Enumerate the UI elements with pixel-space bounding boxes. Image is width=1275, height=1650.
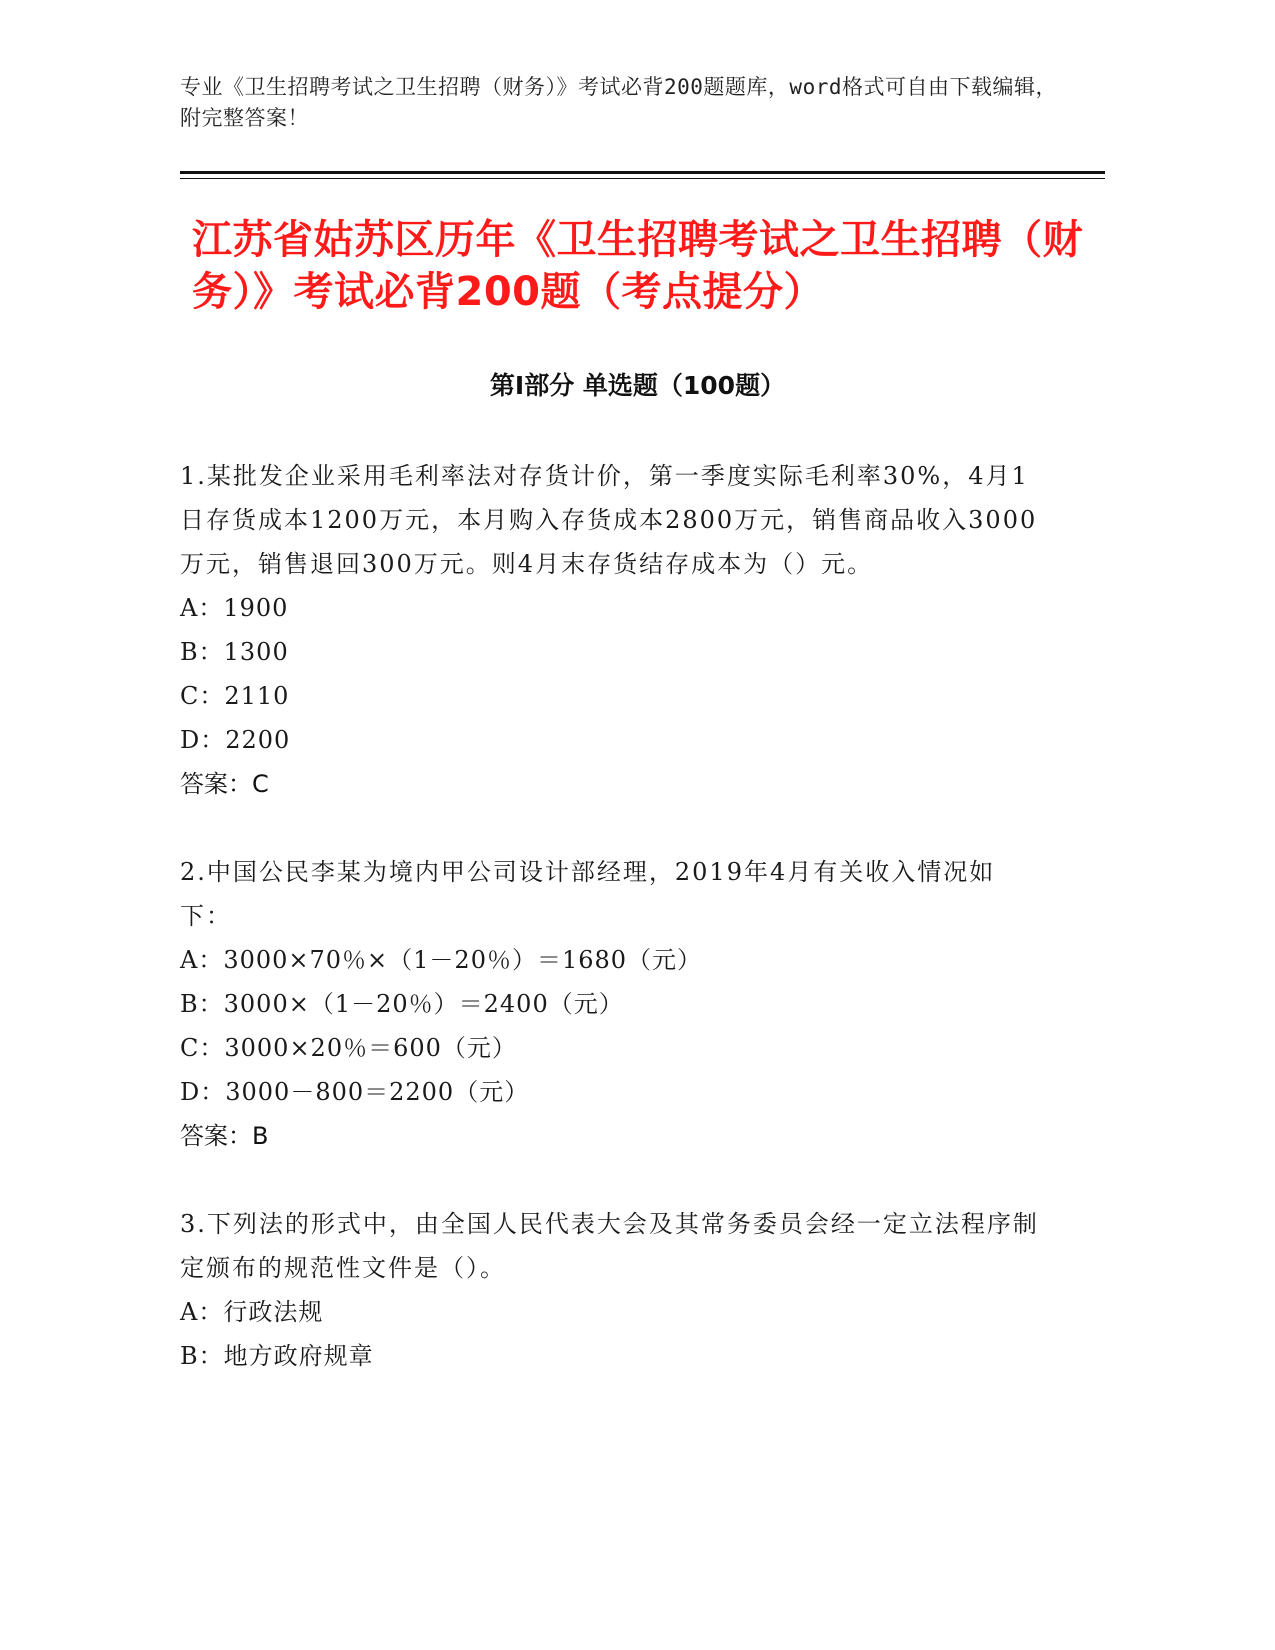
- option-a: A：1900: [180, 594, 289, 622]
- question-1: [180, 454, 1040, 806]
- question-stem: 2.中国公民李某为境内甲公司设计部经理，2019年4月有关收入情况如下：: [180, 858, 996, 930]
- document-title: 江苏省姑苏区历年《卫生招聘考试之卫生招聘（财务）》考试必背200题（考点提分）: [192, 217, 1083, 315]
- header-note: 专业《卫生招聘考试之卫生招聘（财务）》考试必背200题题库，word格式可自由下载编辑，附完整答案！: [180, 75, 1057, 130]
- answer: 答案：C: [180, 770, 269, 798]
- option-b: B：地方政府规章: [180, 1342, 374, 1370]
- header-divider-thin: [180, 178, 1105, 179]
- option-a: A：行政法规: [180, 1298, 324, 1326]
- question-3: [180, 1202, 1040, 1378]
- option-d: D：3000－800＝2200（元）: [180, 1078, 530, 1106]
- option-b: B：3000×（1－20％）＝2400（元）: [180, 990, 624, 1018]
- answer: 答案：B: [180, 1122, 269, 1150]
- option-c: C：2110: [180, 682, 290, 710]
- option-c: C：3000×20％＝600（元）: [180, 1034, 517, 1062]
- option-d: D：2200: [180, 726, 291, 754]
- question-list: [180, 454, 1040, 1422]
- section-title: 第Ⅰ部分 单选题（100题）: [489, 371, 786, 400]
- question-stem: 3.下列法的形式中，由全国人民代表大会及其常务委员会经一定立法程序制定颁布的规范性文件是（）。: [180, 1210, 1039, 1282]
- question-stem: 1.某批发企业采用毛利率法对存货计价，第一季度实际毛利率30%，4月1日存货成本1200万元，本月购入存货成本2800万元，销售商品收入3000万元，销售退回300万元。则4月末存货结存成本为（）元。: [180, 462, 1038, 578]
- question-2: [180, 850, 1040, 1158]
- option-b: B：1300: [180, 638, 289, 666]
- header-divider-thick: [180, 171, 1105, 174]
- option-a: A：3000×70％×（1－20％）＝1680（元）: [180, 946, 703, 974]
